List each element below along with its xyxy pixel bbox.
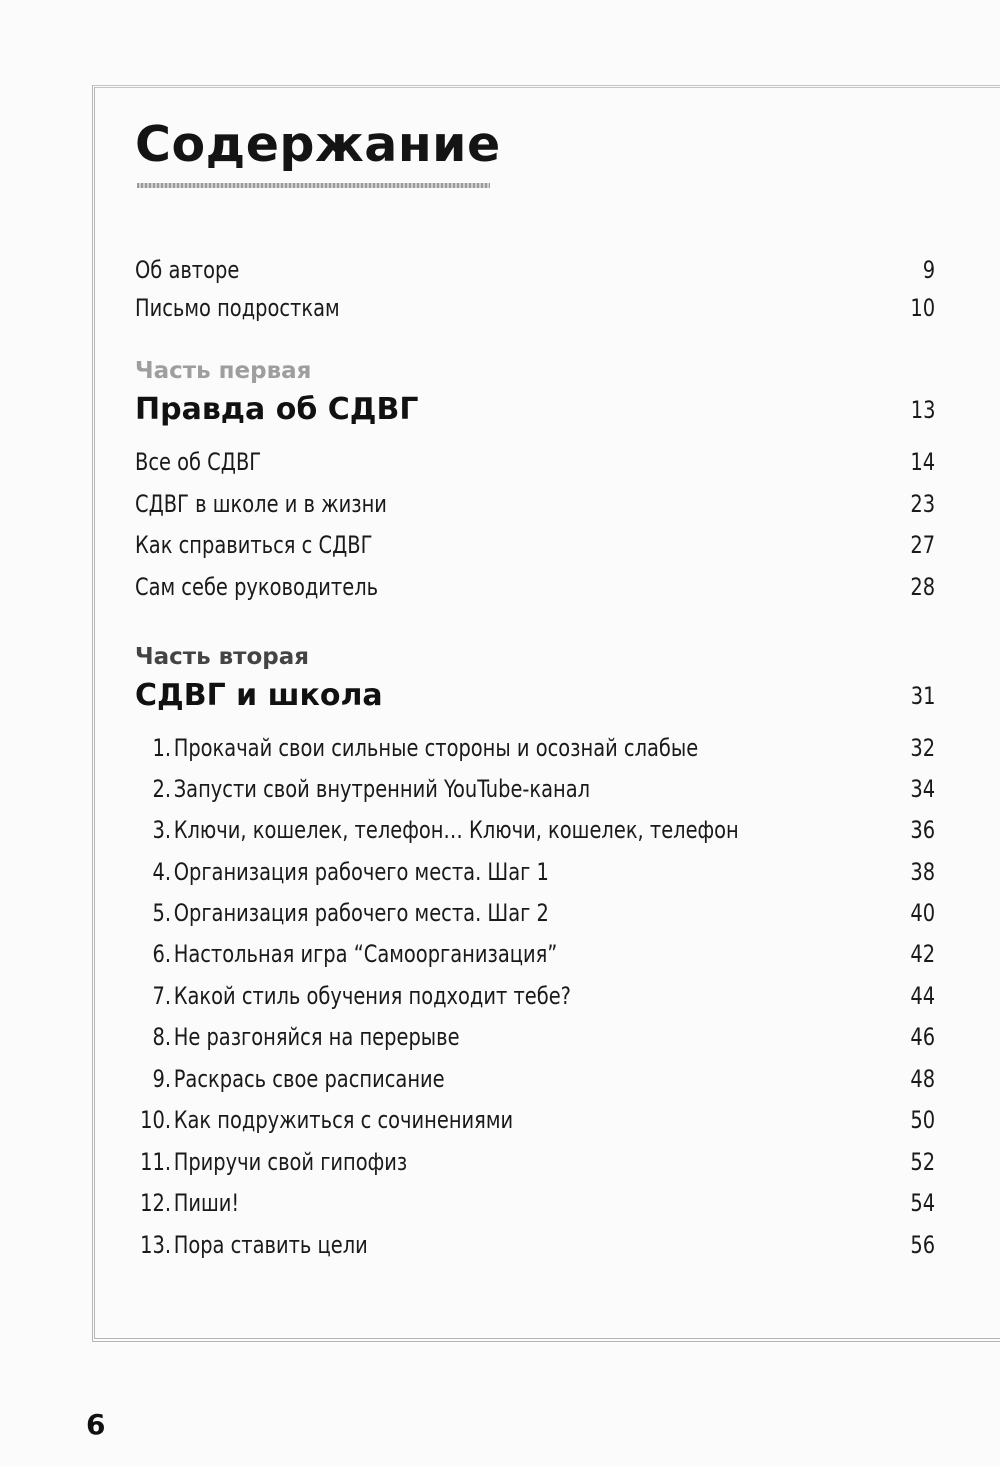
toc-entry-text: Пиши! xyxy=(173,1189,240,1217)
toc-entry-text: Пора ставить цели xyxy=(173,1231,368,1259)
part-label: Часть вторая xyxy=(135,644,310,670)
toc-entry[interactable] xyxy=(135,1228,936,1262)
toc-entry[interactable] xyxy=(135,772,936,806)
page-title: Содержание xyxy=(135,116,501,173)
toc-entry-label xyxy=(135,1145,407,1179)
toc-entry-label: СДВГ в школе и в жизни xyxy=(135,490,387,518)
toc-entry-page: 23 xyxy=(910,490,936,518)
toc-entry-page: 46 xyxy=(910,1023,936,1051)
part-title-row[interactable] xyxy=(135,674,935,718)
toc-entry[interactable] xyxy=(135,979,936,1013)
toc-entry-number: 6. xyxy=(152,940,171,968)
part-title: Правда об СДВГ xyxy=(135,392,419,427)
toc-entry-page: 36 xyxy=(910,816,936,844)
toc-entry-text: Настольная игра “Самоорганизация” xyxy=(173,940,558,968)
toc-entry-page: 38 xyxy=(910,858,936,886)
toc-entry[interactable] xyxy=(135,896,936,930)
toc-entry-text: Не разгоняйся на перерыве xyxy=(173,1023,460,1051)
toc-entry-page: 28 xyxy=(910,573,936,601)
toc-entry-page: 34 xyxy=(910,775,936,803)
toc-entry-text: Ключи, кошелек, телефон… Ключи, кошелек, телефон xyxy=(173,816,739,844)
toc-entry[interactable] xyxy=(135,528,936,562)
toc-entry-number: 2. xyxy=(152,775,171,803)
toc-entry[interactable] xyxy=(135,1145,936,1179)
toc-entry-label xyxy=(135,1228,368,1262)
page-number: 6 xyxy=(86,1408,106,1441)
toc-entry-label xyxy=(135,772,590,806)
toc-entry-label xyxy=(135,813,739,847)
part-page: 13 xyxy=(910,396,935,424)
toc-entry-page: 14 xyxy=(910,448,936,476)
toc-entry[interactable] xyxy=(135,731,936,765)
toc-entry-page: 54 xyxy=(910,1189,936,1217)
toc-entry[interactable] xyxy=(135,937,936,971)
part-label: Часть первая xyxy=(135,358,312,384)
toc-entry[interactable] xyxy=(135,570,936,604)
toc-entry-number: 4. xyxy=(152,858,171,886)
toc-entry-label: Все об СДВГ xyxy=(135,448,262,476)
toc-entry-text: Запусти свой внутренний YouTube-канал xyxy=(173,775,591,803)
toc-entry-number: 11. xyxy=(140,1148,171,1176)
toc-entry-page: 10 xyxy=(910,294,936,322)
toc-entry-text: Какой стиль обучения подходит тебе? xyxy=(173,982,571,1010)
part-title-row[interactable] xyxy=(135,388,935,432)
toc-entry-number: 9. xyxy=(152,1065,171,1093)
toc-entry-page: 56 xyxy=(910,1231,936,1259)
toc-entry-label: Сам себе руководитель xyxy=(135,573,379,601)
toc-entry-number: 10. xyxy=(140,1106,171,1134)
toc-entry-label xyxy=(135,1062,445,1096)
toc-entry-page: 42 xyxy=(910,940,936,968)
toc-entry-label xyxy=(135,1020,460,1054)
toc-entry-page: 52 xyxy=(910,1148,936,1176)
toc-entry[interactable] xyxy=(135,1186,936,1220)
toc-entry[interactable] xyxy=(135,1020,936,1054)
toc-entry-text: Раскрась свое расписание xyxy=(173,1065,445,1093)
toc-entry-label: Об авторе xyxy=(135,256,240,284)
toc-entry-page: 9 xyxy=(922,256,936,284)
toc-entry-text: Приручи свой гипофиз xyxy=(173,1148,408,1176)
toc-entry-label: Письмо подросткам xyxy=(135,294,340,322)
toc-entry-label xyxy=(135,896,549,930)
toc-entry-label xyxy=(135,1186,239,1220)
toc-entry[interactable] xyxy=(135,855,936,889)
toc-entry-label xyxy=(135,979,571,1013)
toc-entry-page: 50 xyxy=(910,1106,936,1134)
toc-entry-label xyxy=(135,731,698,765)
toc-entry[interactable] xyxy=(135,445,936,479)
toc-entry[interactable] xyxy=(135,813,936,847)
toc-entry-number: 8. xyxy=(152,1023,171,1051)
toc-entry[interactable] xyxy=(135,1103,936,1137)
toc-entry-number: 5. xyxy=(152,899,171,927)
toc-entry-number: 3. xyxy=(152,816,171,844)
toc-entry[interactable] xyxy=(135,253,936,287)
toc-entry-number: 12. xyxy=(140,1189,171,1217)
toc-entry[interactable] xyxy=(135,1062,936,1096)
toc-entry-text: Прокачай свои сильные стороны и осознай слабые xyxy=(173,734,699,762)
title-underline xyxy=(137,183,490,188)
part-title: СДВГ и школа xyxy=(135,678,383,713)
toc-entry-page: 40 xyxy=(910,899,936,927)
toc-entry-label: Как справиться с СДВГ xyxy=(135,531,373,559)
toc-entry-page: 48 xyxy=(910,1065,936,1093)
toc-entry-page: 32 xyxy=(910,734,936,762)
toc-entry[interactable] xyxy=(135,487,936,521)
toc-entry[interactable] xyxy=(135,291,936,325)
toc-entry-text: Как подружиться с сочинениями xyxy=(173,1106,514,1134)
toc-entry-number: 1. xyxy=(152,734,171,762)
toc-entry-label xyxy=(135,937,557,971)
toc-entry-number: 7. xyxy=(152,982,171,1010)
toc-entry-number: 13. xyxy=(140,1231,171,1259)
toc-entry-label xyxy=(135,1103,513,1137)
toc-entry-text: Организация рабочего места. Шаг 2 xyxy=(173,899,549,927)
part-page: 31 xyxy=(910,682,935,710)
toc-entry-page: 27 xyxy=(910,531,936,559)
toc-entry-text: Организация рабочего места. Шаг 1 xyxy=(173,858,549,886)
toc-entry-label xyxy=(135,855,549,889)
toc-entry-page: 44 xyxy=(910,982,936,1010)
